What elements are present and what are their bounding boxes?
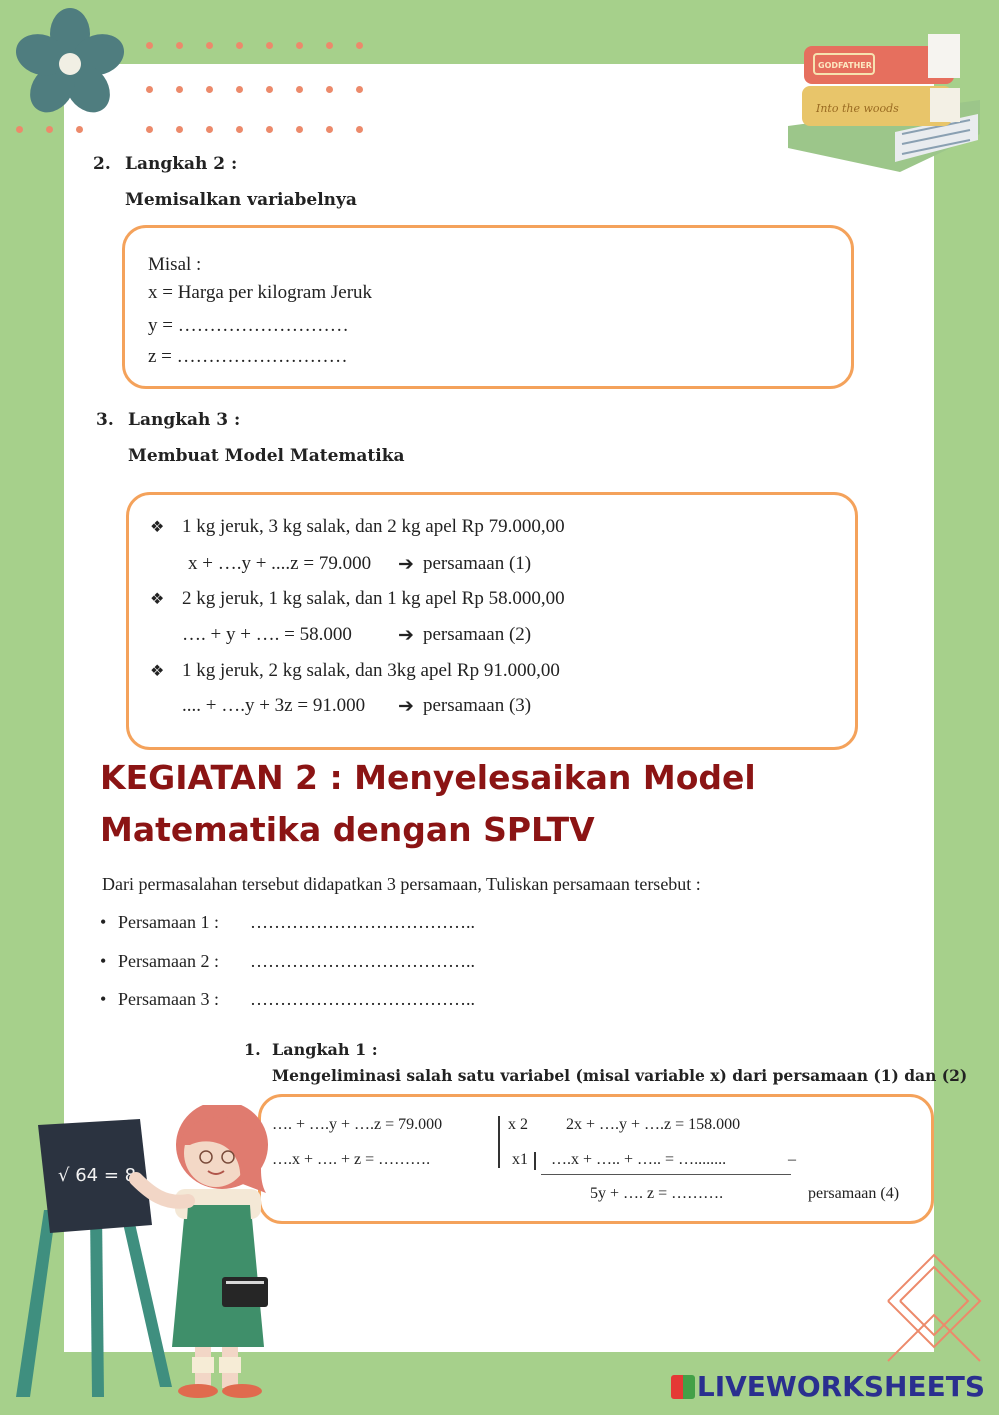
item-3-equation[interactable]: .... + ….y + 3z = 91.000 (182, 695, 366, 716)
liveworksheets-logo (671, 1370, 985, 1403)
elim-result[interactable]: 5y + …. z = ………. (590, 1185, 724, 1202)
item-1-ref: persamaan (1) (423, 553, 532, 574)
persamaan-3-input[interactable]: ……………………………….. (250, 989, 475, 1009)
logo-text: LIVEWORKSHEETS (696, 1370, 985, 1403)
bullet-icon: ❖ (150, 591, 165, 608)
minus-sign: – (788, 1151, 796, 1168)
sum-line (541, 1174, 791, 1175)
book-title-2: Into the woods (816, 102, 899, 115)
bullet-icon: ❖ (150, 519, 165, 536)
item-2-ref: persamaan (2) (423, 624, 532, 645)
teacher-chalkboard-illustration (0, 1105, 300, 1405)
step1-number: 1. (244, 1040, 261, 1059)
bullet-icon: • (100, 951, 107, 971)
arrow-right-icon: ➔ (398, 625, 414, 646)
y-definition[interactable]: y = ……………………… (148, 315, 349, 336)
arrow-right-icon: ➔ (398, 554, 414, 575)
step1-subtitle: Mengeliminasi salah satu variabel (misal variable x) dari persamaan (1) dan (2) (272, 1066, 968, 1085)
step2-subtitle: Memisalkan variabelnya (125, 190, 357, 210)
elim-row1-left[interactable]: …. + ….y + ….z = 79.000 (272, 1116, 443, 1133)
item-3-text: 1 kg jeruk, 2 kg salak, dan 3kg apel Rp 91.000,00 (182, 660, 560, 681)
item-2-text: 2 kg jeruk, 1 kg salak, dan 1 kg apel Rp 58.000,00 (182, 588, 565, 609)
step3-title: Langkah 3 : (128, 410, 241, 430)
x-definition: x = Harga per kilogram Jeruk (148, 282, 373, 303)
divider (534, 1152, 536, 1170)
persamaan-1-input[interactable]: ……………………………….. (250, 912, 475, 932)
persamaan-2-label: Persamaan 2 : (118, 951, 219, 971)
persamaan-2-input[interactable]: ……………………………….. (250, 951, 475, 971)
books-icon (780, 22, 990, 182)
book-title-1: GODFATHER (818, 61, 872, 70)
misal-label: Misal : (148, 254, 202, 275)
chevron-decoration (880, 1235, 990, 1375)
elim-row2-right[interactable]: ….x + ….. + ….. = …........ (551, 1151, 727, 1168)
step1-title: Langkah 1 : (272, 1040, 378, 1059)
bullet-icon: ❖ (150, 663, 165, 680)
arrow-right-icon: ➔ (398, 696, 414, 717)
bullet-icon: • (100, 912, 107, 932)
persamaan-3-label: Persamaan 3 : (118, 989, 219, 1009)
elim-result-ref: persamaan (4) (808, 1185, 900, 1202)
kegiatan-line-2: Matematika dengan SPLTV (100, 810, 595, 849)
divider (498, 1116, 500, 1168)
kegiatan-line-1: KEGIATAN 2 : Menyelesaikan Model (100, 758, 756, 797)
step3-subtitle: Membuat Model Matematika (128, 446, 405, 466)
chalkboard-formula: √ 64 = 8 (58, 1165, 137, 1186)
kegiatan-heading (100, 752, 860, 856)
elim-row1-multiplier: x 2 (508, 1116, 528, 1133)
step2-title: Langkah 2 : (125, 154, 238, 174)
intro-text: Dari permasalahan tersebut didapatkan 3 persamaan, Tuliskan persamaan tersebut : (102, 874, 701, 894)
liveworksheets-logo-icon (671, 1375, 695, 1399)
z-definition[interactable]: z = ……………………… (148, 346, 348, 367)
step2-number: 2. (93, 154, 111, 174)
flower-icon (8, 4, 128, 124)
item-2-equation[interactable]: …. + y + …. = 58.000 (182, 624, 352, 645)
step3-number: 3. (96, 410, 114, 430)
item-1-text: 1 kg jeruk, 3 kg salak, dan 2 kg apel Rp 79.000,00 (182, 516, 565, 537)
item-3-ref: persamaan (3) (423, 695, 532, 716)
elim-row2-multiplier: x1 (512, 1151, 528, 1168)
item-1-equation[interactable]: x + ….y + ....z = 79.000 (188, 553, 372, 574)
elim-row2-left[interactable]: ….x + …. + z = ………. (272, 1151, 431, 1168)
persamaan-1-label: Persamaan 1 : (118, 912, 219, 932)
bullet-icon: • (100, 989, 107, 1009)
elim-row1-right[interactable]: 2x + ….y + ….z = 158.000 (566, 1116, 741, 1133)
